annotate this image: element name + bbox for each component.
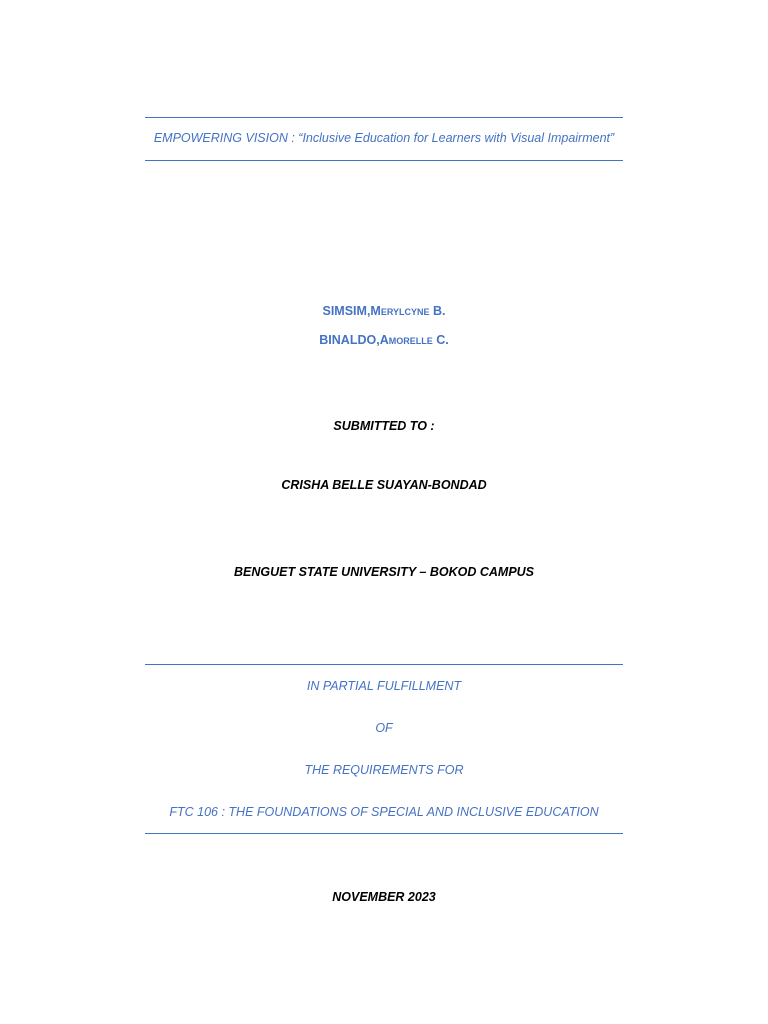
title-bottom-rule	[145, 160, 623, 161]
submission-date: NOVEMBER 2023	[332, 890, 436, 904]
author-1	[0, 304, 768, 318]
author-1-given-name: Merylcyne	[370, 304, 430, 318]
author-1-surname: SIMSIM,	[322, 304, 371, 318]
institution-name: BENGUET STATE UNIVERSITY – BOKOD CAMPUS	[233, 565, 535, 579]
author-2-given-name: Amorelle	[379, 333, 433, 347]
fulfillment-bottom-rule	[145, 833, 623, 834]
fulfillment-line-3: THE REQUIREMENTS FOR	[304, 763, 464, 777]
author-2	[0, 333, 768, 347]
submitted-to-label: SUBMITTED TO :	[333, 419, 435, 433]
title-top-rule	[145, 117, 623, 118]
fulfillment-line-2: OF	[375, 721, 393, 735]
author-1-initial: B.	[429, 304, 446, 318]
document-title: EMPOWERING VISION : “Inclusive Education for Learners with Visual Impairment”	[153, 131, 615, 145]
author-2-initial: C.	[432, 333, 449, 347]
recipient-name: CRISHA BELLE SUAYAN-BONDAD	[281, 478, 487, 492]
author-2-surname: BINALDO,	[319, 333, 380, 347]
course-title: FTC 106 : THE FOUNDATIONS OF SPECIAL AND INCLUSIVE EDUCATION	[169, 805, 599, 819]
fulfillment-top-rule	[145, 664, 623, 665]
fulfillment-line-1: IN PARTIAL FULFILLMENT	[306, 679, 462, 693]
